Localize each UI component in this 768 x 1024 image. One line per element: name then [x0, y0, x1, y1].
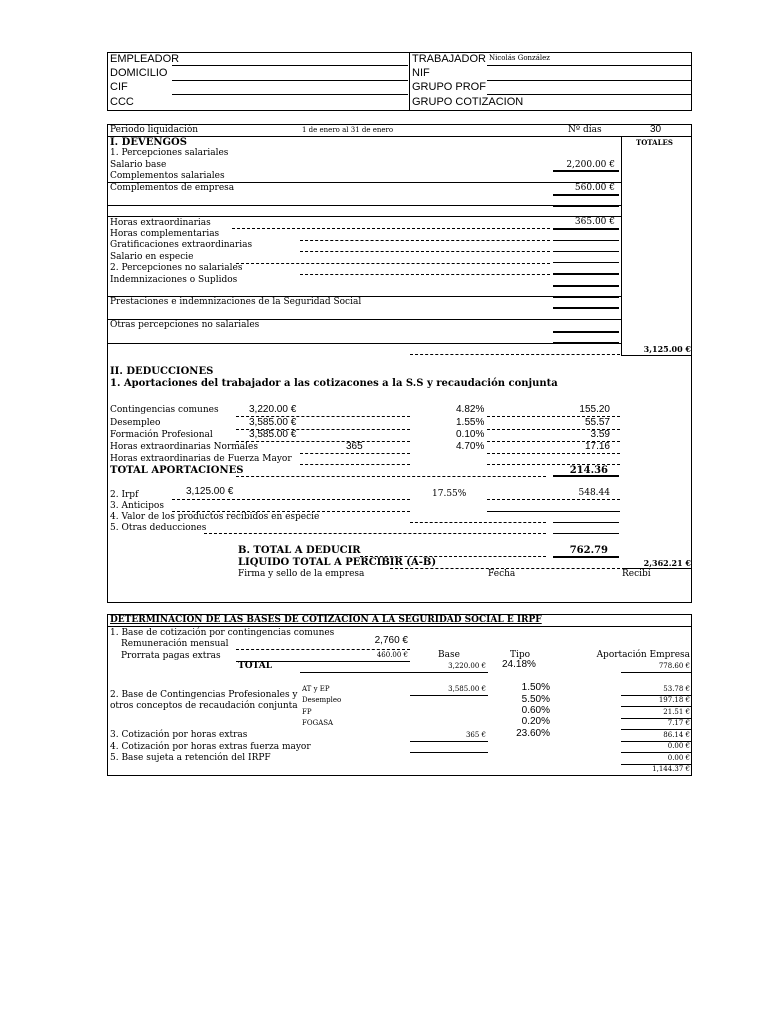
he-normales-base: 365: [346, 441, 363, 452]
he-fuerza-mayor-label: Horas extraordinarias de Fuerza Mayor: [110, 454, 292, 464]
irpf-label: 2. Irpf: [110, 490, 139, 500]
base-cc-label: 1. Base de cotización por contingencias comunes: [110, 628, 335, 638]
periodo-value: 1 de enero al 31 de enero: [302, 126, 394, 134]
horas-fm-label: 4. Cotización por horas extras fuerza mayor: [110, 742, 311, 752]
fp-pct: 0.10%: [456, 429, 485, 440]
irpf-base-label: 5. Base sujeta a retención del IRPF: [110, 753, 271, 763]
salario-base-value: 2,200.00 €: [566, 160, 615, 170]
complementos-salariales-label: Complementos salariales: [110, 171, 225, 181]
percepciones-no-salariales-label: 2. Percepciones no salariales: [110, 263, 243, 273]
he-normales-pct: 4.70%: [456, 441, 485, 452]
recibi-label: Recibí: [622, 569, 651, 579]
col-base-label: Base: [438, 650, 460, 660]
dias-value: 30: [650, 124, 662, 135]
salario-base-label: Salario base: [110, 160, 167, 170]
desempleo-tipo: 5.50%: [521, 694, 550, 705]
total-aportaciones-value: 214.36: [569, 465, 608, 476]
periodo-label: Periodo liquidación: [110, 125, 199, 135]
desempleo-amount: 55.57: [584, 417, 610, 428]
horas-extras-base: 365 €: [465, 731, 486, 739]
liquido-label: LIQUIDO TOTAL A PERCIBIR (A-B): [238, 557, 437, 568]
total-aportacion: 778.60 €: [658, 662, 690, 670]
horas-fm-aportacion: 0.00 €: [667, 742, 690, 750]
at-ep-tipo: 1.50%: [521, 682, 550, 693]
bases-title: DETERMINACION DE LAS BASES DE COTIZACION A LA SEGURIDAD SOCIAL E IRPF: [110, 615, 542, 625]
total-devengado-value: 3,125.00 €: [643, 344, 691, 354]
grupo-prof-label: GRUPO PROF: [412, 81, 486, 93]
trabajador-label: TRABAJADOR: [412, 53, 486, 65]
col-tipo-label: Tipo: [510, 650, 531, 660]
contingencias-pct: 4.82%: [456, 404, 485, 415]
prorrata-label: Prorrata pagas extras: [121, 651, 221, 661]
fp-label: Formación Profesional: [110, 430, 213, 440]
at-ep-label: AT y EP: [302, 685, 330, 693]
irpf-pct: 17.55%: [432, 489, 467, 499]
base-cp-label-1: 2. Base de Contingencias Profesionales y: [110, 690, 298, 700]
contingencias-label: Contingencias comunes: [110, 405, 219, 415]
horas-extras-tipo: 23.60%: [516, 728, 550, 739]
total-base: 3,220.00 €: [448, 662, 486, 670]
base-cp-label-2: otros conceptos de recaudación conjunta: [110, 701, 298, 711]
irpf-base: 3,125.00 €: [186, 486, 234, 497]
salario-especie-label: Salario en especie: [110, 252, 194, 262]
nif-label: NIF: [412, 67, 430, 79]
remuneracion-label: Remuneración mensual: [121, 639, 229, 649]
total-label: TOTAL: [238, 661, 273, 671]
fp-base: 3,585.00 €: [249, 429, 297, 440]
total-tipo: 24.18%: [502, 659, 536, 670]
otras-percepciones-label: Otras percepciones no salariales: [110, 320, 260, 330]
desempleo-base: 3,585.00 €: [249, 417, 297, 428]
fp-amount: 3.59: [590, 429, 610, 440]
empleador-label: EMPLEADOR: [110, 53, 180, 65]
complementos-empresa-value: 560.00 €: [574, 183, 615, 193]
fogasa-aportacion: 7.17 €: [667, 719, 690, 727]
horas-extra-value: 365.00 €: [574, 217, 615, 227]
horas-complementarias-label: Horas complementarias: [110, 229, 220, 239]
prestaciones-label: Prestaciones e indemnizaciones de la Seguridad Social: [110, 297, 362, 307]
contingencias-base: 3,220.00 €: [249, 404, 297, 415]
total-deducir-label: B. TOTAL A DEDUCIR: [238, 545, 361, 556]
desempleo-label: Desempleo: [110, 418, 161, 428]
fp-bases-label: FP: [302, 708, 312, 716]
grupo-cotizacion-label: GRUPO COTIZACION: [412, 96, 524, 108]
fogasa-label: FOGASA: [302, 719, 334, 727]
at-ep-base: 3,585.00 €: [448, 685, 486, 693]
prorrata-value: 460.00 €: [376, 651, 408, 659]
at-ep-aportacion: 53.78 €: [663, 685, 690, 693]
firma-label: Firma y sello de la empresa: [238, 569, 365, 579]
domicilio-label: DOMICILIO: [110, 67, 168, 79]
horas-extras-label: 3. Cotización por horas extras: [110, 730, 248, 740]
irpf-amount: 548.44: [578, 488, 610, 498]
grand-total-aportacion: 1,144.37 €: [652, 765, 690, 773]
fp-aportacion: 21.51 €: [663, 708, 690, 716]
contingencias-amount: 155.20: [579, 404, 610, 415]
deducciones-subtitle: 1. Aportaciones del trabajador a las cotizacones a la S.S y recaudación conjunta: [110, 378, 558, 389]
desempleo-pct: 1.55%: [456, 417, 485, 428]
fecha-label: Fecha: [488, 569, 516, 579]
deducciones-title: II. DEDUCCIONES: [110, 366, 214, 377]
gratificaciones-label: Gratificaciones extraordinarias: [110, 240, 253, 250]
dias-label: Nº días: [568, 125, 602, 135]
total-deducir-value: 762.79: [569, 545, 608, 556]
desempleo-bases-label: Desempleo: [302, 696, 342, 704]
devengos-title: I. DEVENGOS: [110, 137, 187, 148]
totales-label: TOTALES: [636, 138, 673, 147]
liquido-value: 2,362.21 €: [643, 558, 691, 568]
cif-label: CIF: [110, 81, 128, 93]
horas-extra-label: Horas extraordinarias: [110, 218, 211, 228]
ccc-label: CCC: [110, 96, 134, 108]
otras-deducciones-label: 5. Otras deducciones: [110, 523, 207, 533]
percepciones-salariales-label: 1. Percepciones salariales: [110, 148, 229, 158]
trabajador-value: Nicolás González: [489, 54, 550, 62]
valor-productos-label: 4. Valor de los productos recibidos en especie: [110, 512, 320, 522]
remuneracion-value: 2,760 €: [374, 635, 408, 646]
horas-extras-aportacion: 86.14 €: [663, 731, 690, 739]
total-aportaciones-label: TOTAL APORTACIONES: [110, 465, 244, 476]
he-normales-label: Horas extraordinarias Normales: [110, 442, 258, 452]
desempleo-aportacion: 197.18 €: [658, 696, 690, 704]
col-aportacion-label: Aportación Empresa: [596, 650, 690, 660]
complementos-empresa-label: Complementos de empresa: [110, 183, 235, 193]
fp-tipo: 0.60%: [521, 705, 550, 716]
irpf-base-aportacion: 0.00 €: [667, 754, 690, 762]
employer-worker-header: [107, 52, 692, 111]
fogasa-tipo: 0.20%: [521, 716, 550, 727]
indemnizaciones-label: Indemnizaciones o Suplidos: [110, 275, 238, 285]
he-normales-amount: 17.16: [584, 441, 610, 452]
anticipos-label: 3. Anticipos: [110, 501, 164, 511]
